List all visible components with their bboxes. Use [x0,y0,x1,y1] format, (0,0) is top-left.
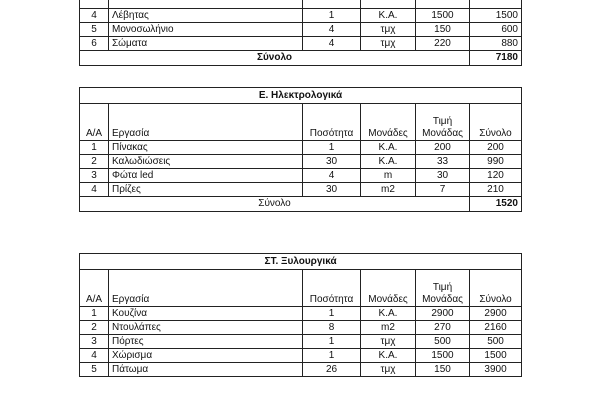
section-title-row [80,254,522,270]
header-row [80,104,522,141]
column-header-qty: Ποσότητα [303,104,361,141]
table-row: 4 Πρίζες 30 m2 7 210 [80,183,522,197]
total-label: Σύνολο [80,197,470,212]
column-header-aa: Α/Α [80,104,109,141]
table-row: 4 Λέβητας 1 Κ.Α. 1500 1500 [80,9,522,23]
table-previous-section [79,0,522,66]
total-label: Σύνολο [80,51,470,66]
total-value: 7180 [470,51,522,66]
table-electrical [79,87,522,212]
total-value: 1520 [470,197,522,212]
section-title-row [80,88,522,104]
total-row [80,51,522,66]
column-header-price: Τιμή Μονάδας [416,270,470,307]
column-header-task: Εργασία [109,270,303,307]
table-row: 1 Πίνακας 1 Κ.Α. 200 200 [80,141,522,155]
table-row: 6 Σώματα 4 τμχ 220 880 [80,37,522,51]
table-row: 1 Κουζίνα 1 Κ.Α. 2900 2900 [80,307,522,321]
table-carpentry [79,253,522,377]
table-row [80,0,522,9]
header-row [80,270,522,307]
column-header-total: Σύνολο [470,104,522,141]
table-row: 4 Χώρισμα 1 Κ.Α. 1500 1500 [80,349,522,363]
total-row [80,197,522,212]
column-header-qty: Ποσότητα [303,270,361,307]
table-row: 5 Μονοσωλήνιο 4 τμχ 150 600 [80,23,522,37]
column-header-price: Τιμή Μονάδας [416,104,470,141]
table-row: 2 Καλωδιώσεις 30 Κ.Α. 33 990 [80,155,522,169]
column-header-aa: Α/Α [80,270,109,307]
table-row: 3 Πόρτες 1 τμχ 500 500 [80,335,522,349]
section-title: ΣΤ. Ξυλουργικά [80,254,522,270]
column-header-task: Εργασία [109,104,303,141]
table-row: 5 Πάτωμα 26 τμχ 150 3900 [80,363,522,377]
section-title: Ε. Ηλεκτρολογικά [80,88,522,104]
column-header-units: Μονάδες [361,104,416,141]
table-row: 2 Ντουλάπες 8 m2 270 2160 [80,321,522,335]
table-row: 3 Φώτα led 4 m 30 120 [80,169,522,183]
column-header-total: Σύνολο [470,270,522,307]
column-header-units: Μονάδες [361,270,416,307]
